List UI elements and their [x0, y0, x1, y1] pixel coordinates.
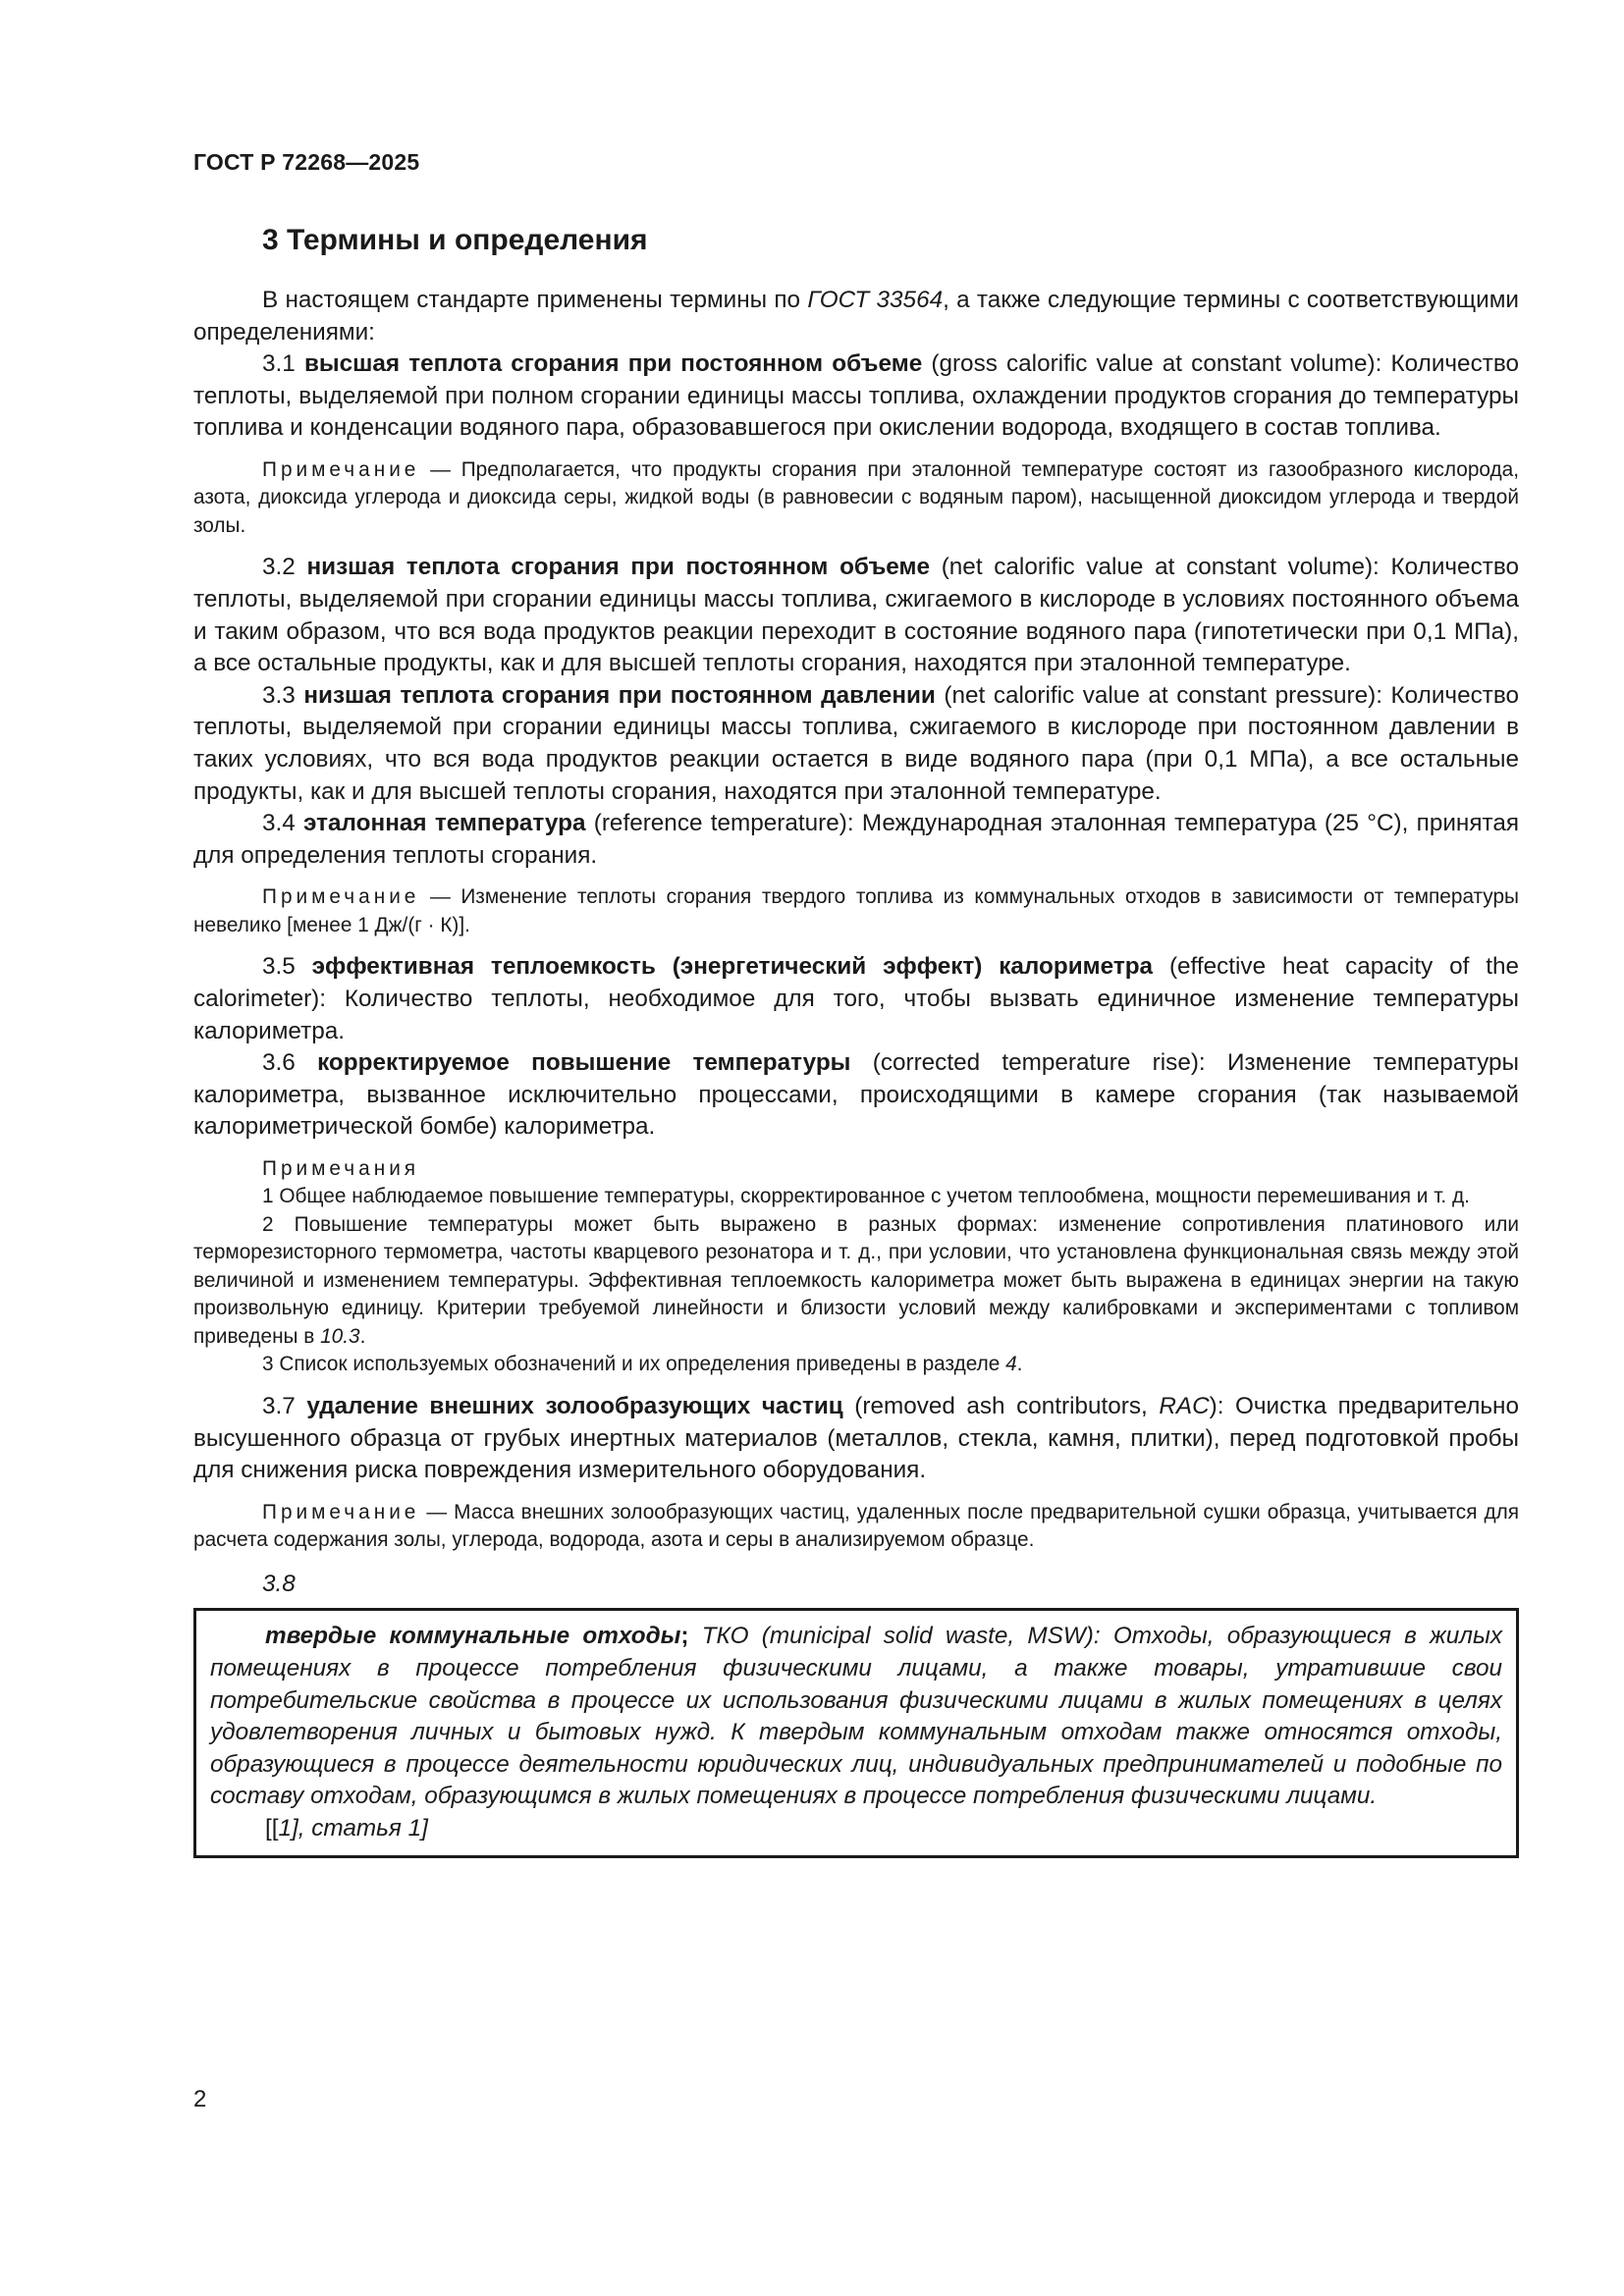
- note-label: Примечание: [262, 1500, 420, 1523]
- term-name: низшая теплота сгорания при постоянном объеме: [306, 554, 930, 581]
- term-3-6-note-2: 2 Повышение температуры может быть выражено в разных формах: изменение сопротивления платинового или терморезисторного термометра, частоты кварцевого резонатора и т. д., при условии, что установлена функциональная связь между этой величиной и изменением температуры. Эффективная теплоемкость калориметра может быть выражена в единицах энергии на такую произвольную единицу. Критерии требуемой линейности и близости условий между калибровками и экспериментами с топливом приведены в 10.3.: [193, 1212, 1519, 1348]
- term-name: эталонная температура: [303, 810, 586, 837]
- term-3-4-note: Примечание — Изменение теплоты сгорания твердого топлива из коммунальных отходов в зависимости от температуры невелико [менее 1 Дж/(г · К)].: [193, 885, 1519, 936]
- note-label: Примечание: [262, 885, 420, 909]
- term-3-5: 3.5 эффективная теплоемкость (энергетический эффект) калориметра (effective heat capacity of the calorimeter): Количество теплоты, необходимое для того, чтобы вызвать единичное изменение температуры калориметра.: [193, 953, 1519, 1044]
- document-header: ГОСТ Р 72268—2025: [193, 149, 420, 175]
- term-name: удаление внешних золообразующих частиц: [306, 1392, 843, 1419]
- abbreviation: RAC: [1159, 1392, 1210, 1419]
- term-3-6-note-1: 1 Общее наблюдаемое повышение температуры, скорректированное с учетом теплообмена, мощности перемешивания и т. д.: [262, 1185, 1470, 1208]
- document-body: [193, 285, 1519, 1858]
- term-3-1-note: Примечание — Предполагается, что продукты сгорания при эталонной температуре состоят из газообразного кислорода, азота, диоксида углерода и диоксида серы, жидкой воды (в равновесии с водяным паром), насыщенной диоксидом углерода и твердой золы.: [193, 457, 1519, 537]
- clause-reference: 10.3: [320, 1324, 360, 1348]
- term-3-6: 3.6 корректируемое повышение температуры (corrected temperature rise): Изменение температуры калориметра, вызванное исключительно процессами, происходящими в камере сгорания (так называемой калориметрической бомбе) калориметра.: [193, 1049, 1519, 1141]
- term-3-7-note: Примечание — Масса внешних золообразующих частиц, удаленных после предварительной сушки образца, учитывается для расчета содержания золы, углерода, водорода, азота и серы в анализируемом образце.: [193, 1500, 1519, 1552]
- term-3-8-number: 3.8: [262, 1570, 296, 1597]
- term-name: эффективная теплоемкость (энергетический эффект) калориметра: [311, 953, 1154, 981]
- term-3-2: 3.2 низшая теплота сгорания при постоянном объеме (net calorific value at constant volume): Количество теплоты, выделяемой при сгорании единицы массы топлива, сжигаемого в кислороде в условиях постоянного объема и таким образом, что вся вода продуктов реакции переходит в состояние водяного пара (гипотетически при 0,1 МПа), а все остальные продукты, как и для высшей теплоты сгорания, находятся при эталонной температуре.: [193, 554, 1519, 677]
- section-reference: 4: [1005, 1353, 1017, 1376]
- term-3-7: 3.7 удаление внешних золообразующих частиц (removed ash contributors, RAC): Очистка предварительно высушенного образца от грубых инертных материалов (металлов, стекла, камня, плитки), перед подготовкой пробы для снижения риска повреждения измерительного оборудования.: [193, 1392, 1519, 1484]
- term-name: низшая теплота сгорания при постоянном давлении: [303, 681, 936, 709]
- term-name: твердые коммунальные отходы: [265, 1623, 681, 1650]
- term-3-6-notes-label: Примечания: [262, 1156, 420, 1180]
- term-3-6-note-3: 3 Список используемых обозначений и их определения приведены в разделе 4.: [262, 1353, 1023, 1376]
- standard-reference: ГОСТ 33564: [807, 287, 944, 313]
- term-name: корректируемое повышение температуры: [317, 1049, 851, 1077]
- term-name: высшая теплота сгорания при постоянном объеме: [303, 350, 923, 378]
- term-3-4: 3.4 эталонная температура (reference temperature): Международная эталонная температура (25 °С), принятая для определения теплоты сгорания.: [193, 810, 1519, 869]
- term-3-8-box: [193, 1608, 1519, 1857]
- term-3-3: 3.3 низшая теплота сгорания при постоянном давлении (net calorific value at constant pressure): Количество теплоты, выделяемой при сгорании единицы массы топлива, сжигаемого в кислороде при постоянном давлении в таких условиях, что вся вода продуктов реакции остается в виде водяного пара (при 0,1 МПа), а все остальные продукты, как и для высшей теплоты сгорания, находятся при эталонной температуре.: [193, 681, 1520, 805]
- bibliography-reference: 1: [278, 1814, 293, 1842]
- page-number: 2: [193, 2086, 207, 2112]
- term-3-1: 3.1 высшая теплота сгорания при постоянном объеме (gross calorific value at constant volume): Количество теплоты, выделяемой при полном сгорании единицы массы топлива, охлаждении продуктов сгорания до температуры топлива и конденсации водяного пара, образовавшегося при окислении водорода, входящего в состав топлива.: [193, 350, 1519, 442]
- term-3-8: твердые коммунальные отходы; ТКО (municipal solid waste, MSW): Отходы, образующиеся в жилых помещениях в процессе потребления физическими лицами, а также товары, утратившие свои потребительские свойства в процессе их использования физическими лицами в жилых помещениях в целях удовлетворения личных и бытовых нужд. К твердым коммунальным отходам также относятся отходы, образующиеся в процессе деятельности юридических лиц, индивидуальных предпринимателей и подобные по составу отходам, образующимся в жилых помещениях в процессе потребления физическими лицами.: [210, 1623, 1502, 1810]
- term-3-8-source: [[1], статья 1]: [265, 1814, 428, 1842]
- section-title: 3 Термины и определения: [262, 224, 648, 256]
- note-label: Примечание: [262, 457, 420, 481]
- intro-paragraph: В настоящем стандарте применены термины по ГОСТ 33564, а также следующие термины с соответствующими определениями:: [193, 287, 1519, 346]
